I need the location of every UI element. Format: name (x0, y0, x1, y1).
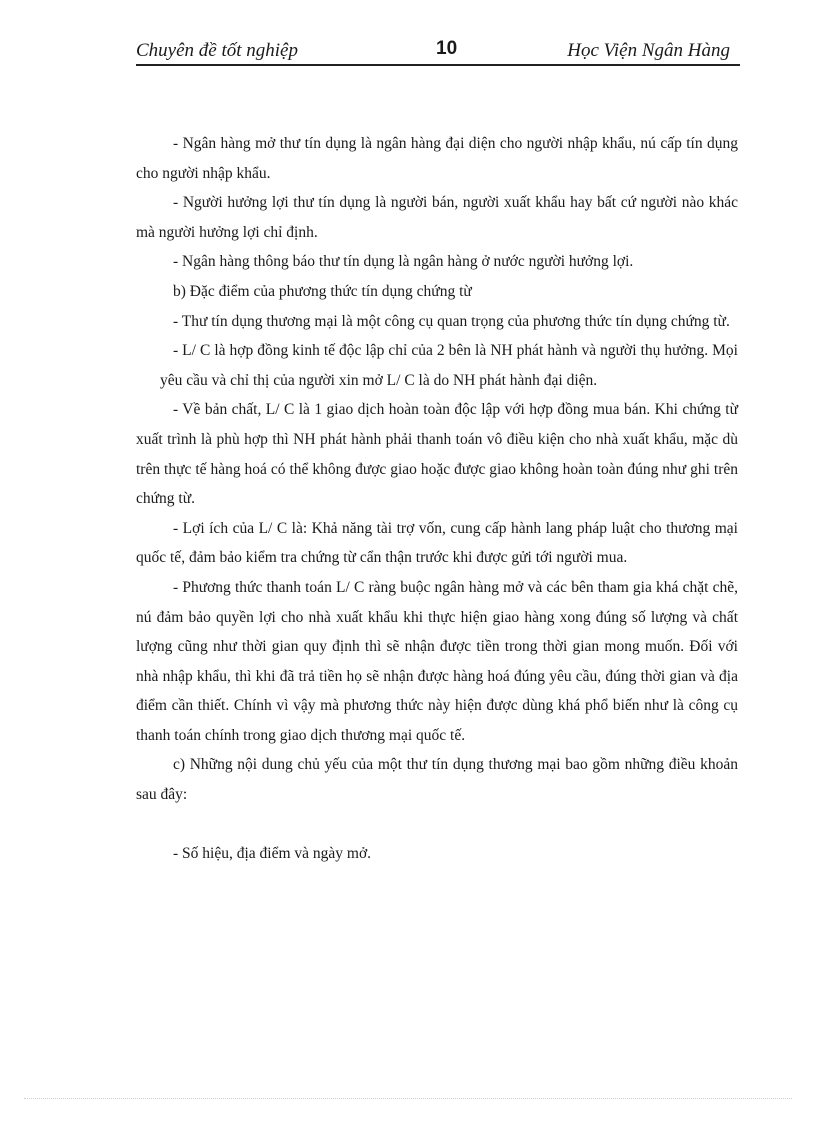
page-bottom-divider (24, 1098, 792, 1099)
page-header (136, 38, 740, 66)
document-body (136, 129, 738, 869)
section-heading-contents: c) Những nội dung chủ yếu của một thư tín dụng thương mại bao gồm những điều khoản sau đây: (136, 756, 738, 804)
paragraph-issuing-bank: - Ngân hàng mở thư tín dụng là ngân hàng đại diện cho người nhập khẩu, nú cấp tín dụng cho người nhập khẩu. (136, 135, 738, 182)
page-number: 10 (436, 38, 458, 59)
paragraph-lc-binding: - Phương thức thanh toán L/ C ràng buộc ngân hàng mở và các bên tham gia khá chặt chẽ, nú đảm bảo quyền lợi cho nhà xuất khẩu khi thực hiện giao hàng xong đúng số lượng và chất lượng cũng như thời gian quy định thì sẽ nhận được tiền trong thời gian mong muốn. Đối với nhà nhập khẩu, thì khi đã trả tiền họ sẽ nhận được hàng hoá đúng yêu cầu, đúng thời gian và địa điểm cần thiết. Chính vì vậy mà phương thức này hiện được dùng khá phổ biến như là công cụ thanh toán chính trong giao dịch thương mại quốc tế. (136, 578, 738, 744)
header-institution: Học Viện Ngân Hàng (567, 40, 730, 61)
section-heading-characteristics: b) Đặc điểm của phương thức tín dụng chứng từ (173, 282, 472, 300)
paragraph-advising-bank: - Ngân hàng thông báo thư tín dụng là ngân hàng ở nước người hưởng lợi. (173, 253, 634, 271)
paragraph-commercial-lc: - Thư tín dụng thương mại là một công cụ quan trọng của phương thức tín dụng chứng từ. (173, 312, 730, 330)
paragraph-number-place-date: - Số hiệu, địa điểm và ngày mở. (173, 845, 372, 863)
paragraph-lc-benefits: - Lợi ích của L/ C là: Khả năng tài trợ vốn, cung cấp hành lang pháp luật cho thương mại quốc tế, đảm bảo kiểm tra chứng từ cẩn thận trước khi được gửi tới người mua. (136, 519, 738, 567)
header-document-title: Chuyên đề tốt nghiệp (136, 40, 298, 61)
paragraph-lc-contract: - L/ C là hợp đồng kinh tế độc lập chỉ của 2 bên là NH phát hành và người thụ hưởng. Mọi yêu cầu và chỉ thị của người xin mở L/ C là do NH phát hành đại diện. (160, 342, 738, 389)
paragraph-lc-nature: - Về bản chất, L/ C là 1 giao dịch hoàn toàn độc lập với hợp đồng mua bán. Khi chứng từ xuất trình là phù hợp thì NH phát hành phải thanh toán vô điều kiện cho nhà xuất khẩu, mặc dù trên thực tế hàng hoá có thể không được giao hoặc được giao không hoàn toàn đúng như ghi trên chứng từ. (136, 401, 738, 508)
paragraph-beneficiary: - Người hưởng lợi thư tín dụng là người bán, người xuất khẩu hay bất cứ người nào khác mà người hưởng lợi chỉ định. (136, 194, 738, 241)
